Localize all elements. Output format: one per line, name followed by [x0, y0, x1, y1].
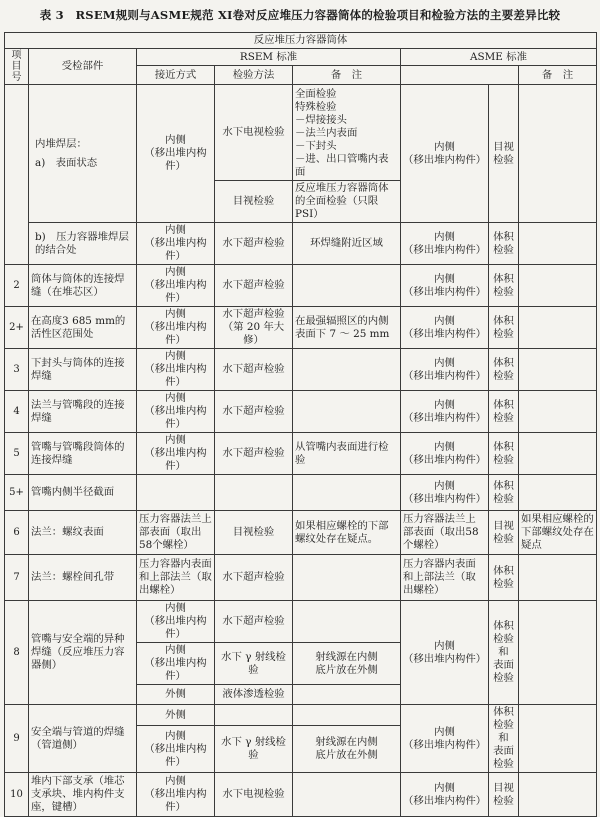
- method-cell: [215, 475, 293, 511]
- rsem-header: RSEM 标准: [137, 49, 401, 66]
- remark-cell: 如果相应螺栓的下部螺纹处存在疑点。: [293, 511, 401, 555]
- part-cell: 堆内下部支承（堆芯支承块、堆内构件支座，键槽）: [29, 773, 137, 817]
- asme-access-cell: 内侧 （移出堆内构件）: [401, 223, 489, 265]
- remark-cell: [293, 265, 401, 307]
- asme-method-cell: 体积 检验: [489, 433, 519, 475]
- method-cell: 水下超声检验: [215, 391, 293, 433]
- asme-method-cell: 体积 检验: [489, 555, 519, 601]
- asme-access-cell: 内侧 （移出堆内构件）: [401, 265, 489, 307]
- item-no-header: 项目号: [5, 49, 29, 85]
- row-number: 5: [5, 433, 29, 475]
- row-number: 5+: [5, 475, 29, 511]
- remark-cell: [293, 685, 401, 705]
- access-cell: 内侧 （移出堆内构件）: [137, 265, 215, 307]
- part-cell: [29, 85, 137, 223]
- part-title: 内堆焊层：: [35, 137, 87, 150]
- part-cell: 筒体与筒体的连接焊缝（在堆芯区）: [29, 265, 137, 307]
- method-cell: 目视检验: [215, 511, 293, 555]
- method-cell: 水下超声检验: [215, 555, 293, 601]
- access-cell: [137, 475, 215, 511]
- part-cell: 法兰：螺纹表面: [29, 511, 137, 555]
- method-cell: 水下 γ 射线检验: [215, 726, 293, 773]
- method-cell: 水下超声检验: [215, 601, 293, 643]
- part-cell: 安全端与管道的焊缝（管道侧）: [29, 705, 137, 773]
- asme-access-cell: 内侧 （移出堆内构件）: [401, 85, 489, 223]
- part-cell: 法兰：螺栓间孔带: [29, 555, 137, 601]
- access-cell: 外侧: [137, 685, 215, 705]
- asme-access-cell: 压力容器法兰上部表面（取出58个螺栓）: [401, 511, 489, 555]
- asme-method-cell: 体积 检验: [489, 349, 519, 391]
- method-cell: 水下 γ 射线检验: [215, 643, 293, 685]
- method-cell: 水下电视检验: [215, 773, 293, 817]
- method-cell: 水下超声检验: [215, 223, 293, 265]
- remark-cell: [293, 475, 401, 511]
- remark-cell: [293, 391, 401, 433]
- asme-access-cell: 内侧 （移出堆内构件）: [401, 307, 489, 349]
- asme-access-cell: 内侧 （移出堆内构件）: [401, 433, 489, 475]
- remark-line: －进、出口管嘴内表面: [295, 153, 389, 178]
- group-title: 反应堆压力容器筒体: [5, 33, 597, 49]
- asme-remark-cell: [519, 433, 597, 475]
- asme-remark-cell: [519, 223, 597, 265]
- method-cell: 液体渗透检验: [215, 685, 293, 705]
- method-cell: 水下超声检验 （第 20 年大修）: [215, 307, 293, 349]
- access-cell: 内侧 （移出堆内构件）: [137, 601, 215, 643]
- row-number: 4: [5, 391, 29, 433]
- asme-blank-header: [401, 66, 519, 85]
- access-cell: 压力容器法兰上部表面（取出58个螺栓）: [137, 511, 215, 555]
- remark-cell: [293, 85, 401, 181]
- row-number: 10: [5, 773, 29, 817]
- access-cell: 内侧 （移出堆内构件）: [137, 433, 215, 475]
- asme-remark-cell: [519, 307, 597, 349]
- remark-cell: [293, 555, 401, 601]
- asme-remark-cell: [519, 475, 597, 511]
- row-number: 3: [5, 349, 29, 391]
- remark-cell: [293, 601, 401, 643]
- part-cell: 法兰与管嘴段的连接焊缝: [29, 391, 137, 433]
- part-cell: 管嘴与管嘴段筒体的连接焊缝: [29, 433, 137, 475]
- asme-remark-cell: [519, 349, 597, 391]
- asme-remark-cell: [519, 705, 597, 773]
- access-cell: 内侧 （移出堆内构件）: [137, 223, 215, 265]
- row-number: 9: [5, 705, 29, 773]
- asme-method-cell: 体积 检验 和 表面 检验: [489, 601, 519, 705]
- part-cell: 在高度3 685 mm的活性区范围处: [29, 307, 137, 349]
- part-cell: 下封头与筒体的连接焊缝: [29, 349, 137, 391]
- remark-cell: [293, 705, 401, 726]
- remark-line: 全面检验: [295, 88, 337, 100]
- method-cell: 水下电视检验: [215, 85, 293, 181]
- part-header: 受检部件: [29, 49, 137, 85]
- method-cell: 目视检验: [215, 181, 293, 223]
- access-header: 接近方式: [137, 66, 215, 85]
- asme-method-cell: 目视 检验: [489, 773, 519, 817]
- remark-line: 特殊检验: [295, 101, 337, 113]
- remark-line: －焊接接头: [295, 114, 347, 126]
- asme-remark-cell: [519, 391, 597, 433]
- access-cell: 外侧: [137, 705, 215, 726]
- remark-cell: 反应堆压力容器筒体的全面检验（只限PSI）: [293, 181, 401, 223]
- part-cell: 管嘴与安全端的异种焊缝（反应堆压力容器侧）: [29, 601, 137, 705]
- row-number: 8: [5, 601, 29, 705]
- remark-cell: 从管嘴内表面进行检验: [293, 433, 401, 475]
- access-cell: 内侧 （移出堆内构件）: [137, 349, 215, 391]
- asme-access-cell: 内侧 （移出堆内构件）: [401, 475, 489, 511]
- asme-access-cell: 压力容器内表面和上部法兰（取出螺栓）: [401, 555, 489, 601]
- access-cell: 内侧 （移出堆内构件）: [137, 726, 215, 773]
- asme-remark-cell: [519, 555, 597, 601]
- part-subitem: a) 表面状态: [35, 156, 98, 169]
- remark-cell: 射线源在内侧 底片放在外侧: [293, 726, 401, 773]
- row-number: [5, 85, 29, 265]
- remark-cell: [293, 773, 401, 817]
- asme-header: ASME 标准: [401, 49, 597, 66]
- method-cell: 水下超声检验: [215, 433, 293, 475]
- asme-method-cell: 体积 检验: [489, 223, 519, 265]
- asme-method-cell: 体积 检验 和 表面 检验: [489, 705, 519, 773]
- method-header: 检验方法: [215, 66, 293, 85]
- row-number: 7: [5, 555, 29, 601]
- row-number: 2+: [5, 307, 29, 349]
- access-cell: 内侧 （移出堆内构件）: [137, 643, 215, 685]
- asme-remark-header: 备 注: [519, 66, 597, 85]
- asme-access-cell: 内侧 （移出堆内构件）: [401, 391, 489, 433]
- asme-remark-cell: [519, 85, 597, 223]
- asme-method-cell: 体积 检验: [489, 265, 519, 307]
- asme-access-cell: 内侧 （移出堆内构件）: [401, 705, 489, 773]
- remark-cell: 环焊缝附近区域: [293, 223, 401, 265]
- asme-access-cell: 内侧 （移出堆内构件）: [401, 601, 489, 705]
- asme-method-cell: 体积 检验: [489, 391, 519, 433]
- asme-remark-cell: [519, 773, 597, 817]
- remark-cell: [293, 349, 401, 391]
- method-cell: 水下超声检验: [215, 265, 293, 307]
- remark-line: －下封头: [295, 140, 337, 152]
- remark-header: 备 注: [293, 66, 401, 85]
- comparison-table: [4, 32, 597, 817]
- access-cell: 压力容器内表面和上部法兰（取出螺栓）: [137, 555, 215, 601]
- asme-access-cell: 内侧 （移出堆内构件）: [401, 773, 489, 817]
- asme-access-cell: 内侧 （移出堆内构件）: [401, 349, 489, 391]
- access-cell: 内侧 （移出堆内构件）: [137, 773, 215, 817]
- asme-method-cell: 体积 检验: [489, 307, 519, 349]
- method-cell: [215, 705, 293, 726]
- access-cell: 内侧 （移出堆内构件）: [137, 307, 215, 349]
- row-number: 6: [5, 511, 29, 555]
- remark-line: －法兰内表面: [295, 127, 358, 139]
- asme-method-cell: 目视 检验: [489, 85, 519, 223]
- access-cell: 内侧 （移出堆内构件）: [137, 85, 215, 223]
- asme-method-cell: 体积 检验: [489, 475, 519, 511]
- remark-cell: 射线源在内侧 底片放在外侧: [293, 643, 401, 685]
- remark-cell: 在最强辐照区的内侧表面下 7 ～ 25 mm: [293, 307, 401, 349]
- table-caption: 表 3 RSEM规则与ASME规范 XI卷对反应堆压力容器筒体的检验项目和检验方法的主要差异比较: [39, 8, 561, 22]
- access-cell: 内侧 （移出堆内构件）: [137, 391, 215, 433]
- asme-remark-cell: [519, 265, 597, 307]
- asme-remark-cell: [519, 601, 597, 705]
- asme-remark-cell: 如果相应螺栓的下部螺纹处存在疑点: [519, 511, 597, 555]
- asme-method-cell: 目视 检验: [489, 511, 519, 555]
- row-number: 2: [5, 265, 29, 307]
- part-cell: b) 压力容器堆焊层的结合处: [29, 223, 137, 265]
- method-cell: 水下超声检验: [215, 349, 293, 391]
- part-cell: 管嘴内侧半径截面: [29, 475, 137, 511]
